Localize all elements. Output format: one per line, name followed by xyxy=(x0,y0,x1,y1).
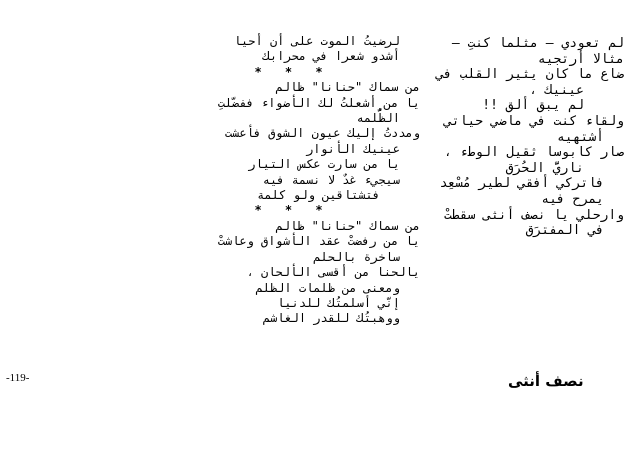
poem-title: نصف أنثى xyxy=(508,372,584,390)
poem-line: وارحلي يا نصف أنثى سقطتْ xyxy=(443,207,624,223)
poem-line: من سماك "حنانا" ظالم xyxy=(275,218,420,233)
poem-line: يمرح فيه xyxy=(541,191,604,207)
poem-left-column xyxy=(354,36,624,239)
poem-line: ضاع ما كان يثير القلب في xyxy=(436,67,624,83)
poem-line: ووهبتُك للقدر الغاشم xyxy=(262,311,400,326)
poem-line: لم تعودي – مثلما كنتِ – xyxy=(451,36,624,51)
poem-line: أشتهيه xyxy=(557,129,604,145)
poem-line: أشدو شعرا في محرابك xyxy=(262,49,400,64)
poem-line: عينيك ، xyxy=(529,82,584,98)
poem-line: الظُّلمه xyxy=(356,111,400,126)
poem-line: * * * xyxy=(254,203,331,218)
poem-line: يا من أشعلتُ لك الأضواء ففضّلتِ xyxy=(217,95,420,110)
poem-line: فاتركي أفقي لطير مُسْعِد xyxy=(439,176,604,192)
poem-line: من سماك "حنانا" ظالم xyxy=(275,80,420,95)
poem-line: إنّي أسلمتُك للدنيا xyxy=(277,295,400,310)
poem-line: سيجيء غدٌ لا نسمة فيه xyxy=(262,172,400,187)
poem-line: يا من رفضتْ عقد الأشواق وعاشتْ xyxy=(217,234,420,249)
poem-line: ناريَّ الحُرَق xyxy=(505,160,584,176)
page-number: -119- xyxy=(6,372,30,384)
poem-line: يا من سارت عكس التيار xyxy=(248,157,400,172)
poem-line: صار كابوسا ثقيل الوطء ، xyxy=(443,145,624,161)
poem-line: عينيك الأنوار xyxy=(306,141,400,156)
poem-line: في المفترَق xyxy=(525,223,604,239)
poem-line: يالحنا من أقسى الألحان ، xyxy=(246,265,420,280)
poem-line: ومددتُ إليك عيون الشوق فأعشت xyxy=(224,126,420,141)
poem-line: ساخرة بالحلم xyxy=(313,249,400,264)
poem-line: فتشتاقين ولو كلمة xyxy=(257,188,380,203)
poem-line: ومعنى من ظلمات الظلم xyxy=(255,280,400,295)
poem-line: مثالا أرتجيه xyxy=(537,51,624,67)
poem-line: * * * xyxy=(254,64,331,79)
poem-line: لرضيتُ الموت على أن أحيا xyxy=(233,34,400,48)
poem-line: ولقاء كنت في ماضي حياتي xyxy=(443,113,624,129)
poem-line: لم يبق ألق !! xyxy=(482,98,584,114)
